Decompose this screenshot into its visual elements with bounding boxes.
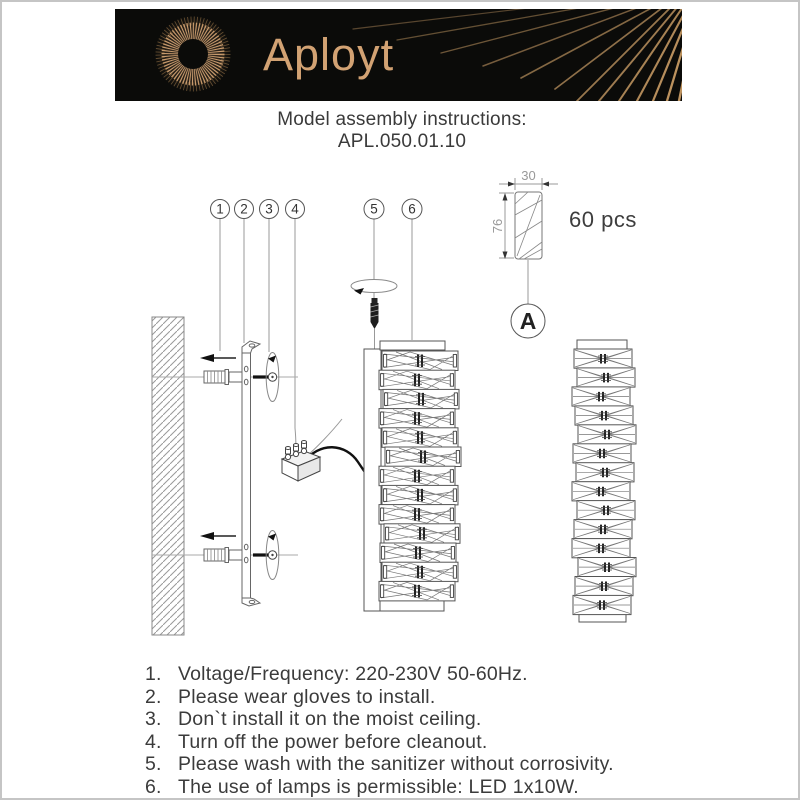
terminal-block	[282, 441, 320, 482]
instruction-number: 1.	[145, 663, 162, 685]
instruction-number: 6.	[145, 775, 162, 798]
instruction-item	[145, 686, 614, 709]
callout-5-label: 5	[370, 201, 378, 217]
mounting-bracket	[242, 341, 260, 606]
callout-4-label: 4	[291, 201, 299, 217]
dim-height-label: 76	[490, 218, 505, 234]
instruction-item	[145, 753, 614, 776]
callout-6-label: 6	[408, 201, 416, 217]
instruction-text: Please wash with the sanitizer without corrosivity.	[178, 753, 614, 776]
instructions-list	[145, 663, 614, 799]
instruction-item	[145, 663, 614, 686]
callout-bubbles	[211, 199, 423, 219]
instruction-number: 5.	[145, 753, 162, 776]
instruction-item	[145, 731, 614, 754]
instruction-text: Voltage/Frequency: 220-230V 50-60Hz.	[178, 663, 528, 685]
callout-4	[286, 200, 305, 219]
instruction-text: Don`t install it on the moist ceiling.	[178, 708, 482, 731]
callout-1-label: 1	[216, 201, 224, 217]
callout-2	[235, 200, 254, 219]
instruction-item	[145, 776, 614, 799]
page-title: Model assembly instructions:	[277, 109, 527, 130]
instruction-number: 2.	[145, 685, 162, 708]
crystal-detail	[490, 168, 637, 338]
callout-6	[402, 199, 422, 219]
callout-1	[211, 200, 230, 219]
lamp-side-view	[364, 341, 461, 611]
instruction-text: The use of lamps is permissible: LED 1x10W.	[178, 775, 579, 798]
instruction-number: 3.	[145, 708, 162, 731]
dim-width-label: 30	[521, 168, 536, 183]
wall-section	[152, 317, 184, 635]
instruction-text: Turn off the power before cleanout.	[178, 730, 488, 753]
instruction-item	[145, 708, 614, 731]
callout-2-label: 2	[240, 201, 248, 217]
instruction-number: 4.	[145, 730, 162, 753]
brand-logo-text: Aployt	[263, 29, 395, 80]
model-code: APL.050.01.10	[337, 131, 467, 152]
callout-5	[364, 199, 384, 219]
callout-3	[260, 200, 279, 219]
detail-ref-label: A	[519, 308, 537, 334]
detail-ref-bubble	[511, 304, 545, 338]
callout-3-label: 3	[265, 201, 273, 217]
quantity-label: 60 pcs	[569, 207, 637, 232]
hanging-screw	[351, 280, 397, 350]
instruction-text: Please wear gloves to install.	[178, 685, 436, 708]
lamp-front-view	[572, 340, 636, 622]
